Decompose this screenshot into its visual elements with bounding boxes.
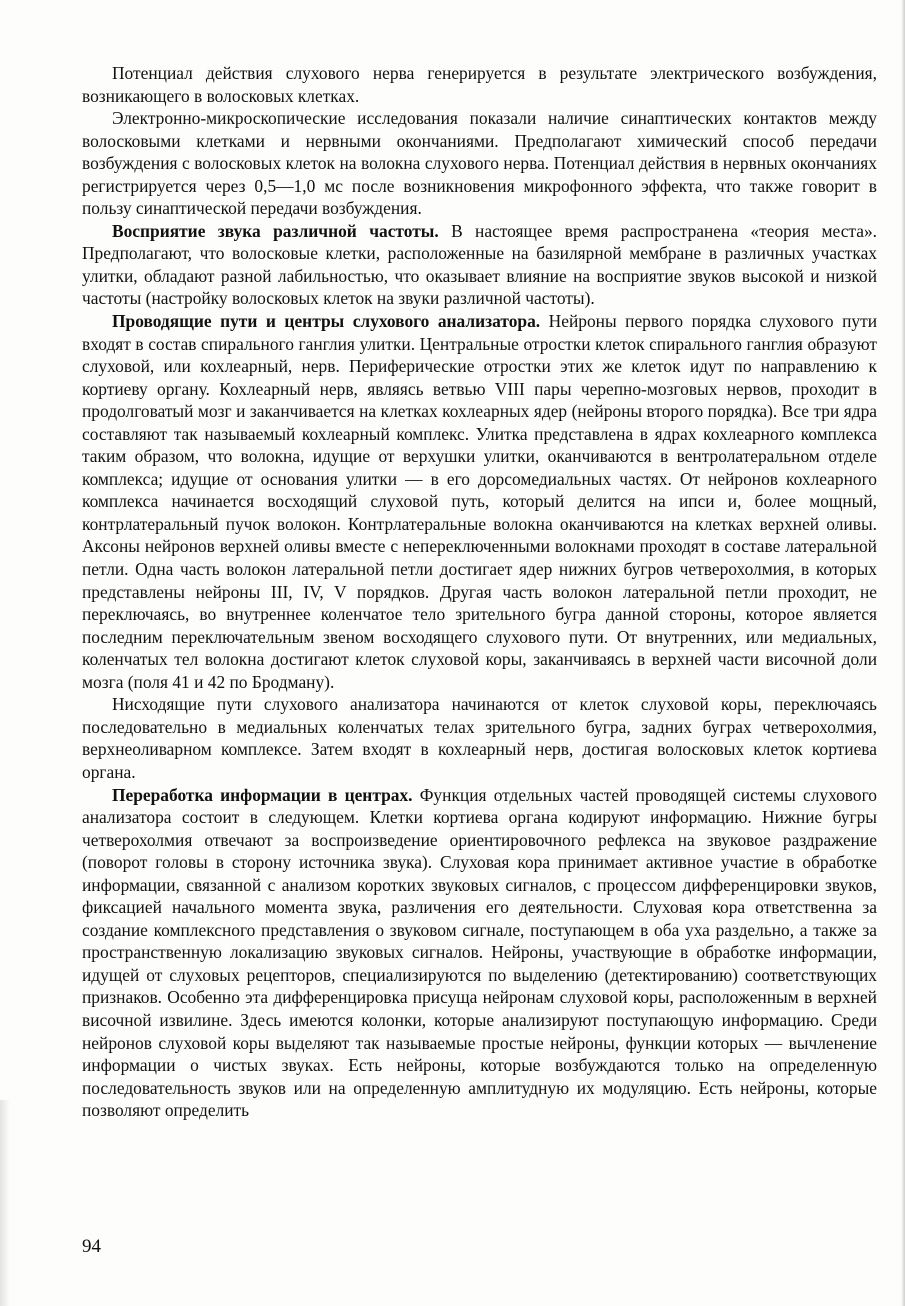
paragraph-text: В настоящее время распространена «теория места». Предполагают, что волосковые клетки, расположенные на базилярной мембране в различных участках улитки, обладают разной лабильностью, что оказывает влияние на восприятие звуков высокой и низкой частоты (настройку волосковых клеток на звуки различной частоты). — [82, 220, 877, 309]
paragraph-text: Функция отдельных частей проводящей системы слухового анализатора состоит в следующем. Клетки кортиева органа кодируют информацию. Нижние бугры четверохолмия отвечают за воспроизведение ориентировочного рефлекса на звуковое раздражение (поворот головы в сторону источника звука). Слуховая кора принимает активное участие в обработке информации, связанной с анализом коротких звуковых сигналов, с процессом дифференцировки звуков, фиксацией начального момента звука, различения его деятельности. Слуховая кора ответственна за создание комплексного представления о звуковом сигнале, поступающем в оба уха раздельно, а также за пространственную локализацию звуковых сигналов. Нейроны, участвующие в обработке информации, идущей от слуховых рецепторов, специализируются по выделению (детектированию) соответствующих признаков. Особенно эта дифференцировка присуща нейронам слуховой коры, расположенным в верхней височной извилине. Здесь имеются колонки, которые анализируют поступающую информацию. Среди нейронов слуховой коры выделяют так называемые простые нейроны, функции которых — вычленение информации о чистых звуках. Есть нейроны, которые возбуждаются только на определенную последовательность звуков или на определенную амплитудную их модуляцию. Есть нейроны, которые позволяют определить — [82, 784, 877, 1121]
paragraph-text: Нисходящие пути слухового анализатора начинаются от клеток слуховой коры, переключаясь последовательно в медиальных коленчатых телах зрительного бугра, задних буграх четверохолмия, верхнеоливарном комплексе. Затем входят в кохлеарный нерв, достигая волосковых клеток кортиева органа. — [82, 694, 877, 782]
page-number: 94 — [82, 1236, 101, 1257]
body-text — [82, 62, 877, 1122]
paragraph-heading: Проводящие пути и центры слухового анализатора. — [112, 311, 541, 332]
paragraph — [82, 62, 877, 107]
paragraph-text: Потенциал действия слухового нерва генерируется в результате электрического возбуждения, возникающего в волосковых клетках. — [82, 63, 877, 106]
paragraph — [82, 693, 877, 783]
paragraph-text: Электронно-микроскопические исследования показали наличие синаптических контактов между волосковыми клетками и нервными окончаниями. Предполагают химический способ передачи возбуждения с волосковых клеток на волокна слухового нерва. Потенциал действия в нервных окончаниях регистрируется через 0,5—1,0 мс после возникновения микрофонного эффекта, что также говорит в пользу синаптической передачи возбуждения. — [82, 108, 877, 219]
paragraph — [82, 220, 877, 310]
paragraph-heading: Восприятие звука различной частоты. — [112, 220, 439, 241]
paragraph — [82, 107, 877, 220]
scan-shadow-left — [0, 1100, 10, 1306]
paragraph-text: Нейроны первого порядка слухового пути входят в состав спирального ганглия улитки. Центральные отростки клеток спирального ганглия образуют слуховой, или кохлеарный, нерв. Периферические отростки этих же клеток идут по направлению к кортиеву органу. Кохлеарный нерв, являясь ветвью VIII пары черепно-мозговых нервов, проходит в продолговатый мозг и заканчивается на клетках кохлеарных ядер (нейроны второго порядка). Все три ядра составляют так называемый кохлеарный комплекс. Улитка представлена в ядрах кохлеарного комплекса таким образом, что волокна, идущие от верхушки улитки, оканчиваются в вентролатеральном отделе комплекса; идущие от основания улитки — в его дорсомедиальных частях. От нейронов кохлеарного комплекса начинается восходящий слуховой путь, который делится на ипси и, более мощный, контрлатеральный пучок волокон. Контрлатеральные волокна оканчиваются на клетках верхней оливы. Аксоны нейронов верхней оливы вместе с непереключенными волокнами проходят в составе латеральной петли. Одна часть волокон латеральной петли достигает ядер нижних бугров четверохолмия, в которых представлены нейроны III, IV, V порядков. Другая часть волокон латеральной петли проходит, не переключаясь, во внутреннее коленчатое тело зрительного бугра данной стороны, которое является последним переключательным звеном восходящего слухового пути. От внутренних, или медиальных, коленчатых тел волокна достигают клеток слуховой коры, заканчиваясь в верхней части височной доли мозга (поля 41 и 42 по Бродману). — [82, 311, 877, 692]
paragraph — [82, 310, 877, 693]
scan-shadow-right — [901, 0, 905, 1306]
paragraph-heading: Переработка информации в центрах. — [112, 784, 413, 805]
paragraph — [82, 784, 877, 1122]
